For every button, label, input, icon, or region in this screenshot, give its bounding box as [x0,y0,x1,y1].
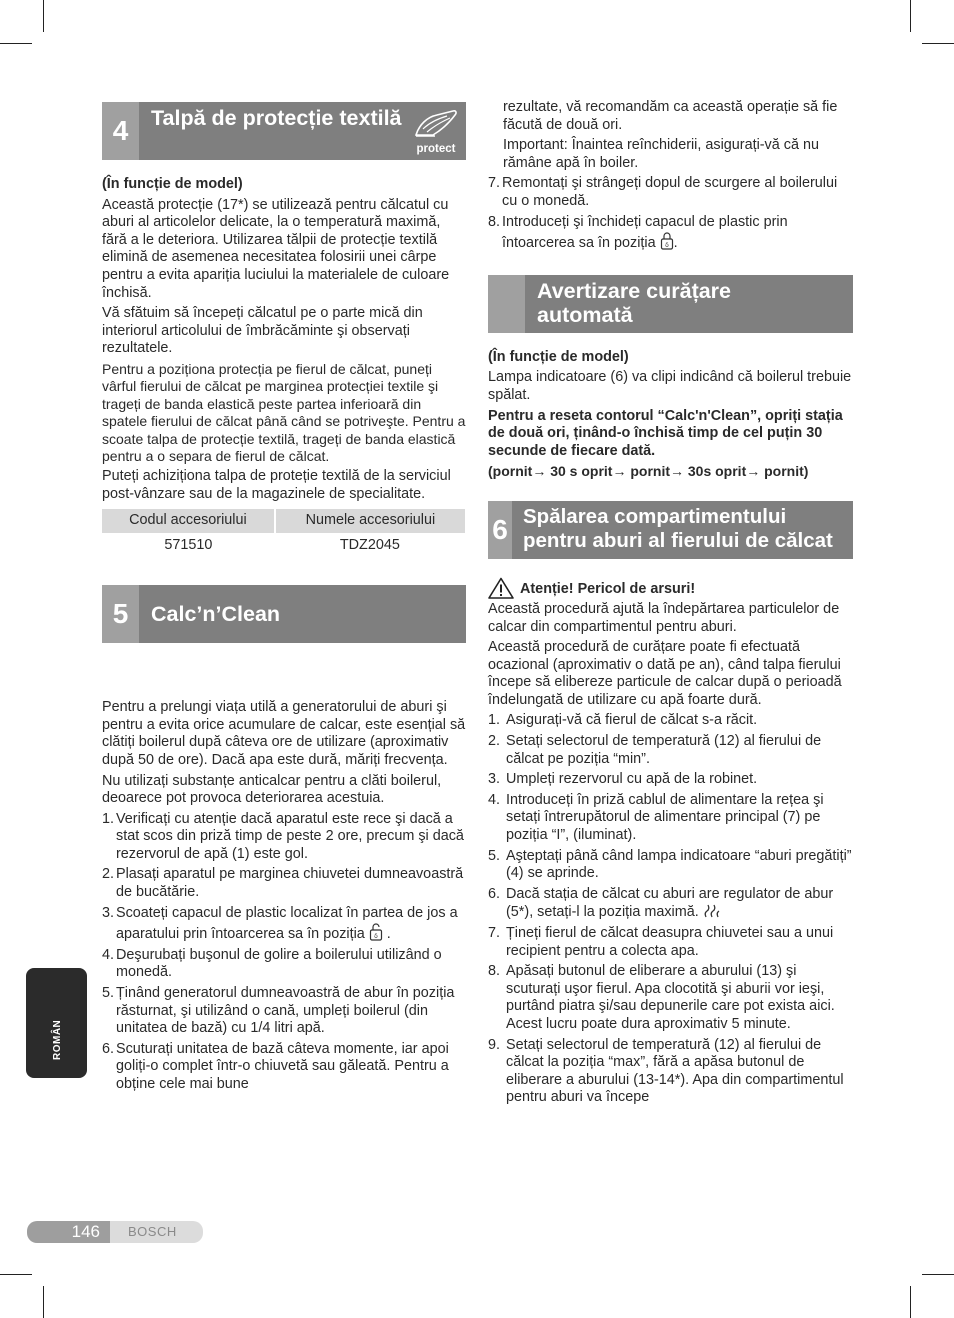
paragraph: Puteți achiziționa talpa de proteție textilă de la serviciul post-vânzare sau de la magazinele de specialitate. [102,467,451,502]
lock-icon [660,231,674,250]
list-item: 5. Aşteptați până când lampa indicatoare “aburi pregătiți” (4) se aprinde. [488,847,852,882]
section-number: 4 [102,102,139,160]
brand-name: BOSCH [110,1221,203,1243]
list-item: 3. Scoateți capacul de plastic localizat în partea de jos a aparatului prin întoarcerea sa în poziția δ . [102,904,458,943]
section-number: 6 [488,501,512,559]
list-item: 2. Setați selectorul de temperatură (12) al fierului de călcat pe poziția “min”. [488,733,822,767]
paragraph: Această procedură ajută la îndepărtarea particulelor de calcar din compartimentul pentru aburi. [488,600,840,635]
crop-mark [910,1286,911,1318]
section-6-title: Spălarea compartimentului pentru aburi al fierului de călcat [512,501,853,559]
section-4-title: Talpă de protecție textilă [151,106,402,130]
table-header: Codul accesoriului [102,509,275,533]
paragraph: Lampa indicatoare (6) va clipi indicând că boilerul trebuie spălat. [488,369,852,403]
section-6-header [488,501,853,559]
section-warning-subtitle: (În funcție de model) [488,348,629,365]
list-item: 8. Introduceți şi închideți capacul de plastic prin întoarcerea sa în poziția δ . [488,213,788,252]
list-item: 1. Verificați cu atenție dacă aparatul este rece şi dacă a stat scos din priză timp de peste 2 ore, precum şi dacă rezervorul de apă (1) este gol. [102,810,464,862]
list-item: 7. Țineți fierul de călcat deasupra chiuvetei sau a unui recipient pentru a colecta apa. [488,925,834,959]
steam-chamber-steps [488,712,853,1106]
crop-mark [922,1274,954,1275]
paragraph: Această procedură de curățare poate fi efectuată ocazional (aproximativ o dată pe an), când talpa fierului începe să elibereze particule de calcar după o perioadă îndelungată de utilizare cu apă foarte dură. [488,639,842,708]
paragraph: Pentru a poziționa protecția pe fierul de călcat, puneți vârful fierului de călcat pe marginea protecției textile şi trageți de banda elastică peste partea inferioară din spatele fierului de călcat până când se potriveşte. Pentru a scoate talpa de protecție textilă, trageți de banda elastică pentru a o separa de fierul de călcat. [102,360,466,465]
paragraph: Pentru a reseta contorul “Calc'n'Clean”, opriți stația de două ori, ținând-o închisă timp de cel puțin 30 secunde de fiecare dată. [488,407,843,459]
section-title [139,102,466,160]
crop-mark [922,43,954,44]
list-item: 3. Umpleți rezervorul cu apă de la robinet. [488,771,758,788]
right-column [488,99,853,1110]
warning-heading: Atenție! Pericol de arsuri! [488,577,853,599]
table-cell: 571510 [164,536,213,553]
protect-icon-label: protect [416,143,456,155]
list-item: 9. Setați selectorul de temperatură (12) al fierului de călcat la poziția “max”, fără a apăsa butonul de eliberare a aburului (13-14*). Apa din compartimentul pentru aburi va începe [488,1036,844,1106]
table-row [102,533,465,558]
crop-mark [0,1274,32,1275]
calc-clean-steps [102,811,466,1094]
table-cell: TDZ2045 [339,536,400,553]
page-footer [27,1221,203,1243]
list-item: 5. Ținând generatorul dumneavoastră de abur în poziția răsturnat, şi utilizând o cană, umpleți boilerul (din unitatea de bază) cu 1/4 litri apă. [102,985,455,1037]
section-4-subtitle: (În funcție de model) [102,176,243,192]
warning-icon [488,577,514,599]
crop-mark [43,1286,44,1318]
svg-text:δ: δ [664,242,669,250]
crop-mark [43,0,44,32]
language-label: ROMÂN [52,1019,63,1060]
reset-sequence: (pornit→ 30 s oprit→ pornit→ 30s oprit→ pornit) [488,463,809,480]
list-item: 2. Plasați aparatul pe marginea chiuvetei dumneavoastră de bucătărie. [102,866,464,901]
paragraph: Vă sfătuim să începeți călcatul pe o parte mică din interiorul articolului de îmbrăcăminte şi observați rezultatele. [102,305,423,357]
list-item: 7. Remontați şi strângeți dopul de scurgere al boilerului cu o monedă. [488,175,838,209]
paragraph: Această protecție (17*) se utilizează pentru călcatul cu aburi al articolelor delicate, la o temperatură maximă, fără a le deteriora. Utilizarea tălpii de protecție textilă elimină de asemenea necesitatea folosirii unei cârpe pentru a evita apariția luciului la materialele de culoare închisă. [102,196,450,301]
section-5-title: Calc’n’Clean [139,585,466,643]
list-item: 1. Asigurați-vă că fierul de călcat s-a răcit. [488,712,758,729]
list-item: 4. Deşurubați buşonul de golire a boilerului utilizând o monedă. [102,946,442,981]
list-item: 8. Apăsați butonul de eliberare a aburului (13) şi scuturați uşor fierul. Apa clocotită şi aburii vor ieşi, purtând piatra şi/sau depunerile care pot exista aici. Acest lucru poate dura aproximativ 5 minute. [488,963,835,1032]
paragraph: Nu utilizați substanțe anticalcar pentru a clăti boilerul, deoarece pot provoca deteriorarea acestuia. [102,772,442,807]
list-item: 6. Scuturați unitatea de bază câteva momente, iar apoi goliți-o complet într-o chiuvetă sau găleată. Pentru a obține cele mai bune [102,1040,449,1092]
paragraph: rezultate, vă recomandăm ca această operație să fie făcută de două ori. [503,99,838,133]
paragraph: Important: Înaintea reînchiderii, asigurați-vă că nu rămâne apă în boiler. [503,137,819,171]
page-number: 146 [27,1221,110,1243]
language-tab [26,968,87,1078]
table-header: Numele accesoriului [275,509,465,533]
list-item: 4. Introduceți în priză cablul de alimentare la rețea şi setați întrerupătorul de alimentare principal (7) pe poziția “I”, (iluminat). [488,791,824,844]
section-number-blank [488,275,525,333]
calc-clean-steps-continued [488,175,853,252]
section-4-header [102,102,466,160]
protect-icon [410,105,462,157]
list-item: 6. Dacă stația de călcat cu aburi are regulator de abur (5*), setați-l la poziția maximă. [488,885,834,921]
paragraph: Pentru a prelungi viața utilă a generatorului de aburi şi pentru a evita orice acumulare de calcar, este esențial să clătiți boilerul după câteva ore de utilizare (aproximativ după 50 de ore). Dacă apa este dură, măriți frecvența. [102,699,466,768]
section-warning-header [488,275,853,333]
unlock-icon [369,922,383,941]
svg-text:δ: δ [373,933,378,941]
crop-mark [0,43,32,44]
section-warning-title: Avertizare curățare automată [525,275,853,333]
crop-mark [910,0,911,32]
accessory-table [102,509,465,558]
left-column [102,102,466,1097]
section-number: 5 [102,585,139,643]
section-5-header [102,585,466,643]
steam-max-icon [703,903,721,919]
